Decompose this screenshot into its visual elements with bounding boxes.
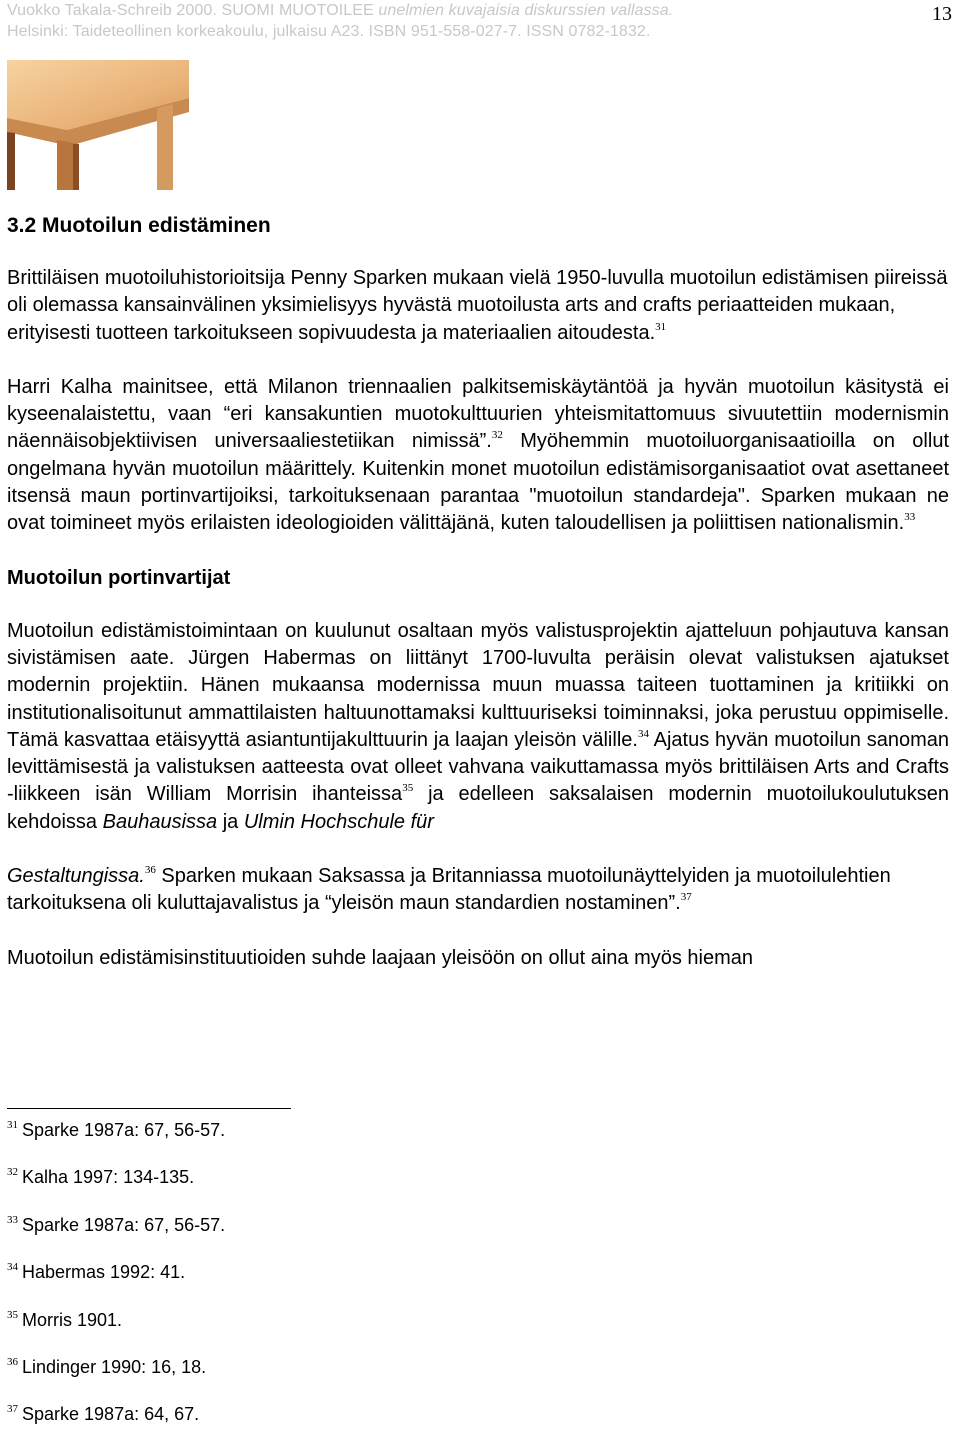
header-citation-line-1 [7,0,947,21]
footnote-text: Sparke 1987a: 64, 67. [22,1404,200,1425]
paragraph-4-text: Sparken mukaan Saksassa ja Britanniassa muotoilunäyttelyiden ja muotoilulehtien tarkoituksena oli kuluttajavalistus ja “yleisön maun standardien nostaminen”. [7,865,891,915]
subsection-heading: Muotoilun portinvartijat [7,566,231,589]
header-citation-line-2: Helsinki: Taideteollinen korkeakoulu, julkaisu A23. ISBN 951-558-027-7. ISSN 0782-1832. [7,23,651,40]
chair-illustration [7,60,189,190]
footnote-ref-37[interactable]: 37 [680,891,692,904]
footnote-item [7,1260,607,1307]
footnote-text: Habermas 1992: 41. [22,1262,186,1283]
header-author-title: Vuokko Takala-Schreib 2000. SUOMI MUOTOILEE [7,2,379,19]
footnote-text: Morris 1901. [22,1309,123,1330]
footnote-item [7,1118,607,1165]
footnote-item [7,1308,607,1355]
running-header [7,0,947,42]
paragraph-1-text: Brittiläisen muotoiluhistorioitsija Penny Sparken mukaan vielä 1950-luvulla muotoilun edistämisen piireissä oli olemassa kansainvälinen yksimielisyys hyvästä muotoilusta arts and crafts periaatteiden mukaan, erityisesti tuotteen tarkoitukseen sopivuudesta ja materiaalien aitoudesta. [7,267,948,344]
footnote-text: Lindinger 1990: 16, 18. [22,1356,207,1377]
footnote-text: Sparke 1987a: 67, 56-57. [22,1214,226,1235]
footnote-text: Kalha 1997: 134-135. [22,1167,195,1188]
gestaltung-italic: Gestaltungissa. [7,865,145,888]
chair-photo [7,60,189,190]
footnotes [7,1118,607,1450]
paragraph-3-text-a: Muotoilun edistämistoimintaan on kuulunut osaltaan myös valistusprojektin ajatteluun pohjautuva kansan sivistämisen aate. Jürgen Habermas on liittänyt 1700-luvulta peräisin olevat valistuksen ajatukset modernin projektiin. Hänen mukaansa modernissa muun muassa taiteen tuottaminen ja kritiikki on institutionalisoitunut ammattilaisten haltuunottamaksi kulttuuriseksi toiminnaksi, joka perustuu oppimiselle. Tämä kasvattaa etäisyyttä asiantuntijakulttuurin ja laajan yleisön välille. [7,619,949,751]
footnote-item [7,1355,607,1402]
ulm-italic: Ulmin Hochschule für [243,810,434,833]
footnote-ref-32[interactable]: 32 [491,429,503,442]
paragraph-2-text-b: Myöhemmin muotoiluorganisaatioilla on ollut ongelmana hyvän muotoilun määrittely. Kuitenkin monet muotoilun edistämisorganisaatiot ovat asettaneet itsensä maun portinvartijoiksi, tarkoituksenaan parantaa "muotoilun standardeja". Sparken mukaan ne ovat toimineet myös erilaisten ideologioiden välittäjänä, kuten taloudellisen ja poliittisen nationalismin. [7,430,949,535]
paragraph-3-text-b: Ajatus hyvän muotoilun sanoman levittämisestä ja valistuksen aatteesta ovat olleet vahvana vaikuttamassa myös brittiläisen Arts and Crafts -liikkeen isän William Morrisin ihanteissa [7,728,950,806]
footnote-number: 32 [7,1166,18,1179]
footnote-ref-35[interactable]: 35 [402,782,414,795]
footnote-number: 34 [7,1261,18,1274]
bauhaus-italic: Bauhausissa [102,810,218,833]
page-number: 13 [932,3,952,25]
paragraph-3-text-d: ja [217,810,244,833]
footnote-number: 37 [7,1403,18,1416]
paragraph-5: Muotoilun edistämisinstituutioiden suhde laajaan yleisöön on ollut aina myös hieman [7,946,754,969]
footnote-text: Sparke 1987a: 67, 56-57. [22,1120,226,1140]
paragraph-3 [7,618,949,836]
header-subtitle: unelmien kuvajaisia diskurssien vallassa. [378,2,674,19]
footnote-ref-34[interactable]: 34 [637,727,649,740]
footnote-number: 35 [7,1308,18,1321]
footnote-item [7,1165,607,1212]
main-text [7,212,949,999]
footnote-ref-33[interactable]: 33 [904,511,916,524]
footnote-separator [7,1108,291,1109]
footnote-item [7,1213,607,1260]
paragraph-3-text-c: ja edelleen saksalaisen modernin muotoilukoulutuksen kehdoissa [7,783,949,833]
paragraph-2-text-a: Harri Kalha mainitsee, että Milanon triennaalien palkitsemiskäytäntöä ja hyvän muotoilun käsitystä ei kyseenalaistettu, vaan “eri kansakuntien muotokulttuurien yhteismitattomuus sivuutettiin modernismin näennäisobjektiivisen universaaliestetiikan nimissä”. [7,375,949,453]
footnote-ref-31[interactable]: 31 [655,320,667,333]
footnote-number: 31 [7,1119,18,1131]
footnote-ref-36[interactable]: 36 [144,864,156,877]
section-heading: 3.2 Muotoilun edistäminen [7,214,271,237]
footnote-number: 33 [7,1213,18,1226]
footnote-number: 36 [7,1355,18,1368]
footnote-item [7,1402,607,1449]
paragraph-4 [7,863,949,918]
paragraph-2 [7,374,949,538]
paragraph-1 [7,265,949,347]
